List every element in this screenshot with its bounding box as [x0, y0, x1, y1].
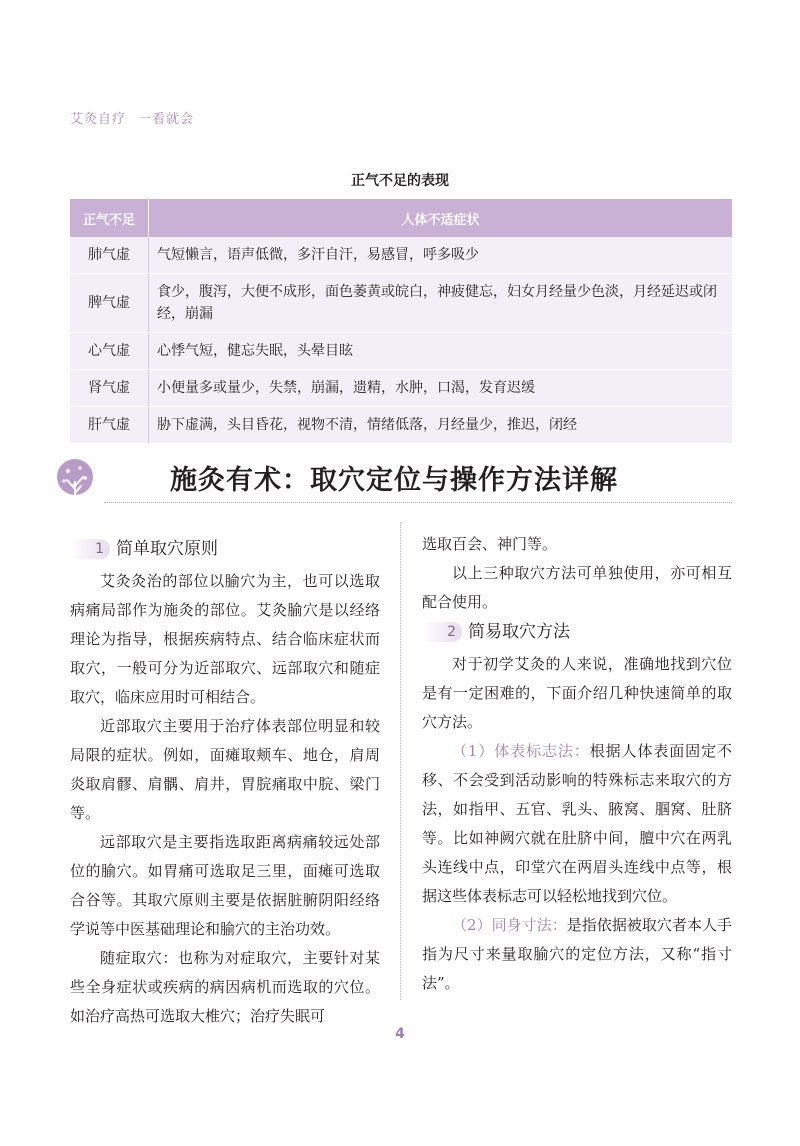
column-header-type: 正气不足: [70, 199, 149, 237]
paragraph: 远部取穴是主要指选取距离病痛较远处部位的腧穴。如胃痛可选取足三里，面瘫可选取合谷等。其取穴原则主要是依据脏腑阴阳经络学说等中医基础理论和腧穴的主治功效。: [70, 833, 380, 938]
subsection-title: 简单取穴原则: [116, 538, 218, 559]
paragraph: 选取百会、神门等。: [422, 535, 558, 553]
page-number: 4: [395, 1026, 405, 1042]
subsection-heading-1: [70, 534, 380, 564]
table-title: 正气不足的表现: [351, 173, 449, 189]
column-divider: [400, 522, 401, 1000]
section-title: 施灸有术：取穴定位与操作方法详解: [170, 465, 618, 496]
symptom-table: [70, 199, 732, 444]
table-cell-type: 肾气虚: [70, 370, 149, 407]
table-cell-symptoms: 心悸气短，健忘失眠，头晕目眩: [149, 333, 733, 370]
subsection-number: 2: [422, 622, 462, 642]
subsection-number: 1: [70, 539, 110, 559]
method-paragraph: [422, 911, 732, 998]
table-row: [70, 237, 732, 274]
subsection-title: 简易取穴方法: [468, 621, 570, 642]
section-divider: [104, 502, 732, 503]
table-cell-symptoms: 小便量多或量少，失禁，崩漏，遗精，水肿，口渴，发育迟缓: [149, 370, 733, 407]
table-cell-symptoms: 食少，腹泻，大便不成形，面色萎黄或皖白，神疲健忘，妇女月经量少色淡，月经延迟或闭经，崩漏: [149, 274, 733, 333]
tree-icon: [52, 458, 98, 506]
subsection-heading-2: [422, 617, 732, 647]
paragraph: 对于初学艾灸的人来说，准确地找到穴位是有一定困难的，下面介绍几种快速简单的取穴方法。: [422, 655, 732, 731]
left-column: [70, 534, 380, 1031]
book-subtitle: 一看就会: [138, 112, 195, 127]
table-row: [70, 274, 732, 333]
table-header-row: [70, 199, 732, 237]
paragraph: 艾灸灸治的部位以腧穴为主，也可以选取病痛局部作为施灸的部位。艾灸腧穴是以经络理论为指导，根据疾病特点、结合临床症状而取穴，一般可分为近部取穴、远部取穴和随症取穴，临床应用时可相结合。: [70, 572, 380, 706]
paragraph: 以上三种取穴方法可单独使用，亦可相互配合使用。: [422, 564, 732, 611]
column-header-symptoms: 人体不适症状: [149, 199, 733, 237]
method-text: 根据人体表面固定不移、不会受到活动影响的特殊标志来取穴的方法，如指甲、五官、乳头、腋窝、腘窝、肚脐等。比如神阙穴就在肚脐中间，膻中穴在两乳头连线中点，印堂穴在两眉头连线中点等，根据这些体表标志可以轻松地找到穴位。: [422, 742, 732, 905]
table-row: [70, 333, 732, 370]
table-cell-type: 肝气虚: [70, 407, 149, 444]
method-paragraph: [422, 737, 732, 911]
right-column: [422, 530, 732, 998]
running-header: [70, 108, 194, 127]
paragraph: 近部取穴主要用于治疗体表部位明显和较局限的症状。例如，面瘫取颊车、地仓，肩周炎取肩髎、肩髃、肩井，胃脘痛取中脘、梁门等。: [70, 717, 380, 822]
table-cell-type: 肺气虚: [70, 237, 149, 274]
table-cell-symptoms: 气短懒言，语声低微，多汗自汗，易感冒，呼多吸少: [149, 237, 733, 274]
table-row: [70, 407, 732, 444]
table-cell-type: 脾气虚: [70, 274, 149, 333]
table-cell-type: 心气虚: [70, 333, 149, 370]
paragraph: 随症取穴：也称为对症取穴，主要针对某些全身症状或疾病的病因病机而选取的穴位。如治疗高热可选取大椎穴；治疗失眠可: [70, 949, 380, 1025]
table-row: [70, 370, 732, 407]
method-label: （1）体表标志法：: [452, 742, 590, 760]
book-title: 艾灸自疗: [70, 112, 127, 127]
method-text: 是指依据被取穴者本人手指为尺寸来量取腧穴的定位方法，又称“指寸法”。: [422, 916, 732, 992]
method-label: （2）同身寸法：: [452, 916, 567, 934]
table-cell-symptoms: 胁下虚满，头目昏花，视物不清，情绪低落，月经量少，推迟，闭经: [149, 407, 733, 444]
